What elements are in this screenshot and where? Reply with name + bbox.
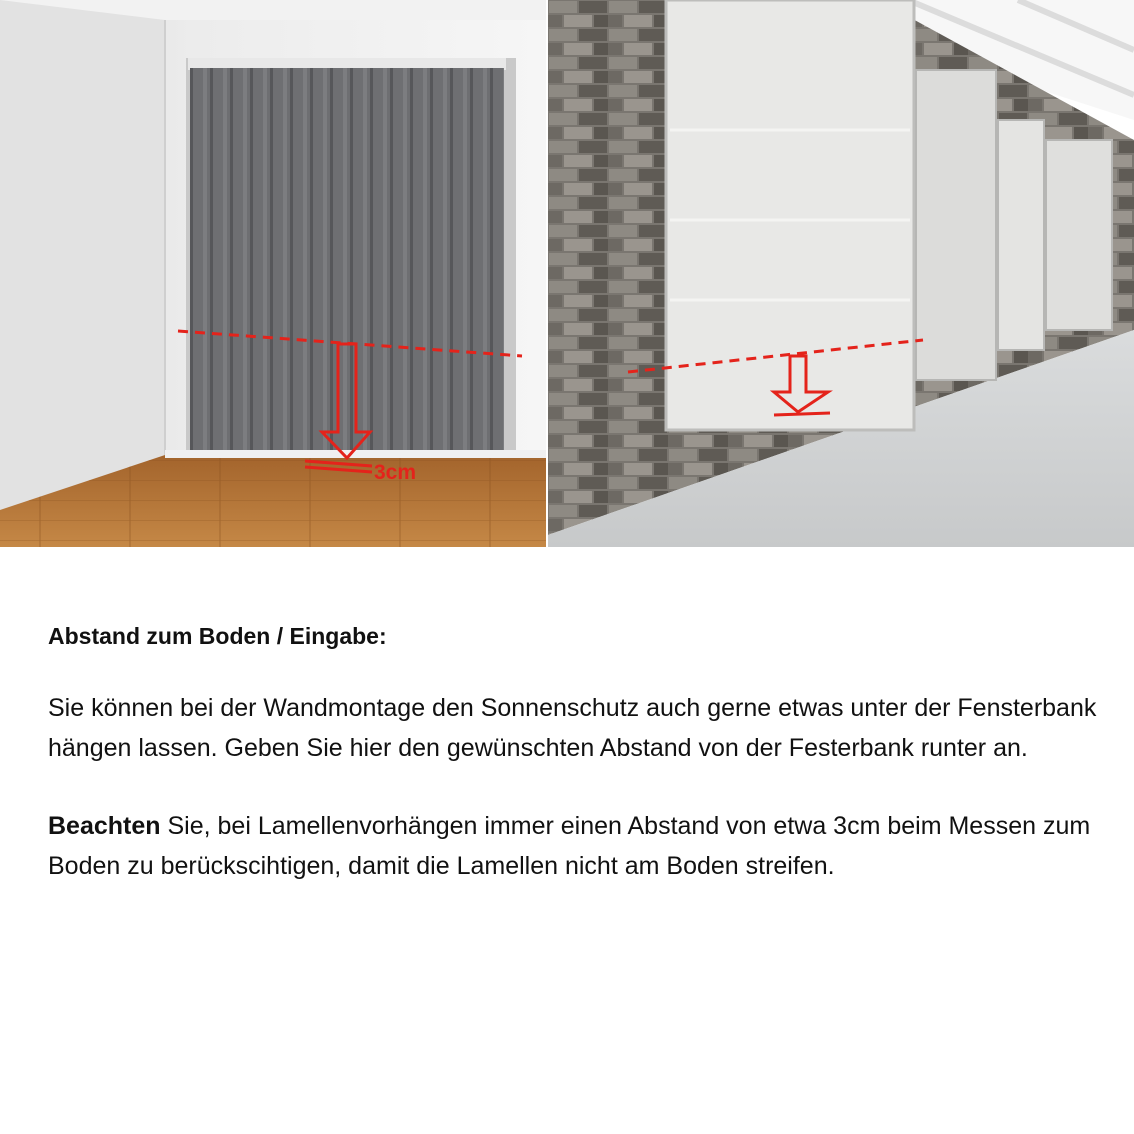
vertical-blind-photo (0, 0, 546, 547)
roller-blind-photo (548, 0, 1134, 547)
description-text (48, 622, 1108, 924)
measure-label-3cm: 3cm (374, 461, 417, 484)
wall-mount-paragraph: Sie können bei der Wandmontage den Sonnenschutz auch gerne etwas unter der Fensterbank hängen lassen. Geben Sie hier den gewünschten Abstand von der Festerbank runter an. (48, 693, 1097, 762)
illustration-area (0, 0, 1134, 547)
note-bold-label: Beachten (48, 811, 161, 840)
note-text: Sie, bei Lamellenvorhängen immer einen Abstand von etwa 3cm beim Messen zum Boden zu berückscihtigen, damit die Lamellen nicht am Boden streifen. (48, 811, 1091, 880)
section-heading: Abstand zum Boden / Eingabe: (48, 623, 387, 649)
note-paragraph (48, 806, 1108, 886)
